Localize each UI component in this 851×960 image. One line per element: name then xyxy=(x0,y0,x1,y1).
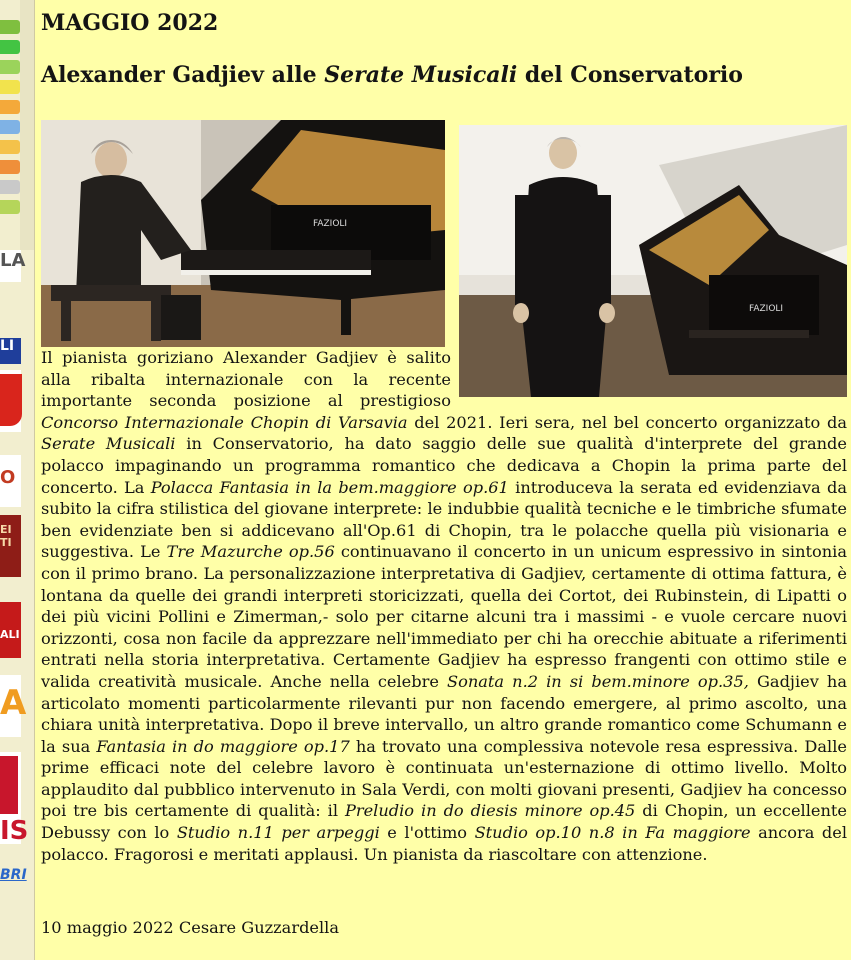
body-text-run: Gadjiev ha articolato momenti particolarmente rilevanti pur non facendo emergere, al primo ascolto, una chiara unità interpretativa. Dopo il breve intervallo, un altro grande romantico come Schumann e la sua xyxy=(41,671,848,756)
sidebar-tab[interactable] xyxy=(0,80,20,94)
italic-title-text: Preludio in do diesis minore op.45 xyxy=(344,801,636,821)
sidebar-logo-2[interactable]: LI xyxy=(0,338,21,364)
italic-title-text: Polacca Fantasia in la bem.maggiore op.61 xyxy=(150,477,509,497)
sidebar-tab[interactable] xyxy=(0,100,20,114)
sidebar-bottom-link[interactable]: BRI xyxy=(0,867,27,883)
sidebar-logo-8[interactable]: IS xyxy=(0,752,21,844)
sidebar-logo-6[interactable]: ALI xyxy=(0,602,21,658)
page-month-heading: MAGGIO 2022 xyxy=(41,10,219,36)
article-title: Alexander Gadjiev alle Serate Musicali del Conservatorio xyxy=(41,62,743,88)
svg-text:FAZIOLI: FAZIOLI xyxy=(313,219,348,229)
sidebar-tab[interactable] xyxy=(0,140,20,154)
sidebar-logo-4[interactable]: O xyxy=(0,455,21,507)
italic-title-text: Fantasia in do maggiore op.17 xyxy=(96,736,350,756)
body-text-run: in Conservatorio, ha dato saggio delle sue qualità d'interprete del grande polacco impaginando un programma romantico che dedicava a Chopin la prima parte del concerto. La xyxy=(41,434,847,497)
sidebar-tab[interactable] xyxy=(0,60,20,74)
italic-title-text: Tre Mazurche op.56 xyxy=(166,542,335,562)
photo-pianist-standing xyxy=(459,125,847,397)
sidebar-tab[interactable] xyxy=(0,200,20,214)
sidebar-logo-5[interactable]: EI TI xyxy=(0,515,21,577)
italic-title-text: Studio n.11 per arpeggi xyxy=(176,823,380,843)
body-text-run: di Chopin, un eccellente Debussy con lo xyxy=(41,801,847,843)
italic-title-text: Studio op.10 n.8 in Fa maggiore xyxy=(474,823,751,843)
sidebar-tab[interactable] xyxy=(0,20,20,34)
article-signature: 10 maggio 2022 Cesare Guzzardella xyxy=(41,918,340,937)
sidebar-logo-1[interactable]: LA xyxy=(0,250,21,282)
article-body xyxy=(41,120,847,865)
photo-pianist-playing xyxy=(41,120,445,347)
sidebar-tab[interactable] xyxy=(0,120,20,134)
body-text-run: e l'ottimo xyxy=(379,823,475,843)
italic-title-text: Serate Musicali xyxy=(41,434,176,454)
body-text-run: del 2021. Ieri sera, nel bel concerto organizzato da xyxy=(407,412,847,432)
body-text-run: ha trovato una complessiva notevole resa espressiva. Dalle prime efficaci note del celebre lavoro è continuata un'esternazione di ottimo livello. Molto applaudito dal pubblico intervenuto in Sala Verdi, con molti giovani presenti, Gadjiev ha concesso poi tre bis certamente di qualità: il xyxy=(41,736,847,821)
sidebar-tab-strip xyxy=(20,0,34,250)
italic-title-text: Concorso Internazionale Chopin di Varsavia xyxy=(41,412,408,432)
italic-title-text: Sonata n.2 in si bem.minore op.35, xyxy=(447,671,749,691)
body-text-run: ancora del polacco. Fragorosi e meritati applausi. Un pianista da riascoltare con attenzione. xyxy=(41,823,847,864)
sidebar-tab[interactable] xyxy=(0,160,20,174)
sidebar-logo-7[interactable]: A xyxy=(0,675,21,737)
body-text-run: continuavano il concerto in un unicum espressivo in sintonia con il primo brano. La personalizzazione interpretativa di Gadjiev, certamente di ottima fattura, è lontana da quelle dei grandi interpreti storicizzati, quella dei Cortot, dei Rubinstein, di Lipatti o dei più vicini Pollini e Zimerman,- solo per citarne alcuni tra i massimi - e vuole cercare nuovi orizzonti, cosa non facile da apprezzare nell'immediato per chi ha orecchie abituate a riferimenti entrati nella storia interpretativa. Certamente Gadjiev ha espresso frangenti con ottimo stile e valida creatività musicale. Anche nella celebre xyxy=(41,542,848,691)
body-text-run: introduceva la serata ed evidenziava da subito la cifra stilistica del giovane interprete: le indubbie qualità tecniche e le timbriche sfumate ben evidenziate ben si addicevano all'Op.61 di Chopin, tra le polacche quella più visionaria e suggestiva. Le xyxy=(41,477,847,562)
svg-text:FAZIOLI: FAZIOLI xyxy=(749,304,784,314)
sidebar-tab[interactable] xyxy=(0,180,20,194)
body-text-run: Il pianista goriziano Alexander Gadjiev è salito alla ribalta internazionale con la recente importante seconda posizione al prestigioso xyxy=(41,348,451,411)
left-sidebar xyxy=(0,0,35,960)
sidebar-logo-3[interactable] xyxy=(0,370,21,432)
sidebar-tab[interactable] xyxy=(0,40,20,54)
